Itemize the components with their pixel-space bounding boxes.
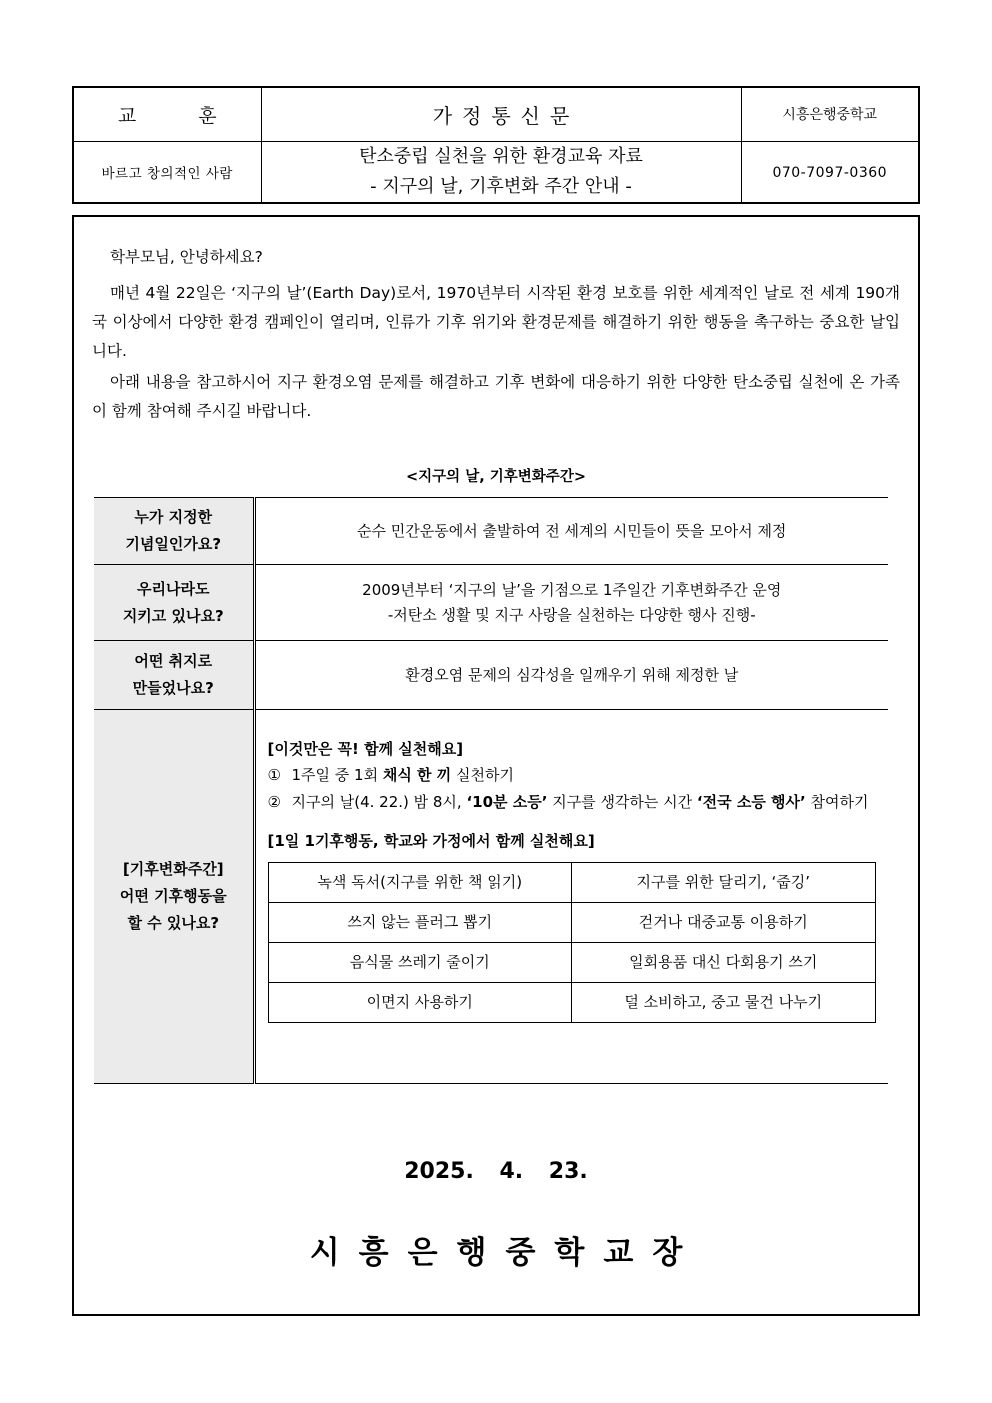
daily-action-grid (268, 862, 876, 1023)
principal-signature: 시흥은행중학교장 (309, 1235, 702, 1271)
question-cell (94, 710, 254, 1084)
doc-title: 가정통신문 (432, 103, 580, 128)
greeting: 학부모님, 안녕하세요? (110, 248, 263, 266)
answer-text: 환경오염 문제의 심각성을 일깨우기 위해 제정한 날 (405, 665, 739, 684)
motto-label: 교 훈 (117, 104, 245, 127)
answer-cell (254, 565, 888, 641)
question-cell (94, 641, 254, 710)
daily-action-heading: [1일 1기후행동, 학교와 가정에서 함께 실천해요] (267, 832, 595, 850)
grid-cell: 쓰지 않는 플러그 뽑기 (268, 903, 572, 943)
answer-text: 2009년부터 ‘지구의 날’을 기점으로 1주일간 기후변화주간 운영 (362, 580, 782, 599)
must-do-item-1 (268, 762, 889, 789)
grid-cell: 이면지 사용하기 (268, 983, 572, 1023)
header-table (72, 86, 920, 204)
item-number: ① (267, 766, 281, 784)
item-text: 1주일 중 1회 (291, 766, 383, 784)
item-emphasis: ‘10분 소등’ (466, 793, 548, 811)
grid-row (268, 863, 875, 903)
question-line: 만들었나요? (132, 679, 214, 697)
subject-line-1: 탄소중립 실천을 위한 환경교육 자료 (359, 145, 643, 167)
item-text: 참여하기 (805, 793, 869, 811)
grid-cell: 녹색 독서(지구를 위한 책 읽기) (268, 863, 572, 903)
grid-cell: 일회용품 대신 다회용기 쓰기 (572, 943, 876, 983)
school-motto: 바르고 창의적인 사람 (101, 165, 233, 182)
must-do-heading: [이것만은 꼭! 함께 실천해요] (267, 740, 464, 758)
table-row (94, 641, 888, 710)
table-row (94, 565, 888, 641)
question-line: 지키고 있나요? (122, 606, 224, 625)
climate-action-cell (254, 710, 888, 1084)
subject-line-2: - 지구의 날, 기후변화 주간 안내 - (370, 175, 632, 197)
issue-date: 2025. 4. 23. (404, 1159, 588, 1184)
item-text: 지구의 날(4. 22.) 밤 8시, (291, 793, 467, 811)
phone-cell (741, 141, 919, 203)
question-line: 어떤 기후행동을 (119, 887, 227, 905)
must-do-item-2 (268, 789, 889, 816)
answer-cell (254, 641, 888, 710)
grid-cell: 음식물 쓰레기 줄이기 (268, 943, 572, 983)
grid-cell: 걷거나 대중교통 이용하기 (572, 903, 876, 943)
question-cell (94, 498, 254, 565)
item-emphasis: ‘전국 소등 행사’ (696, 793, 806, 811)
grid-cell: 덜 소비하고, 중고 물건 나누기 (572, 983, 876, 1023)
answer-text: -저탄소 생활 및 지구 사랑을 실천하는 다양한 행사 진행- (387, 605, 756, 624)
question-line: [기후변화주간] (122, 860, 224, 878)
motto-cell (73, 141, 261, 203)
item-number: ② (267, 793, 281, 811)
paragraph-1: 매년 4월 22일은 ‘지구의 날’(Earth Day)로서, 1970년부터 시작된 환경 보호를 위한 세계적인 날로 전 세계 190개국 이상에서 다양한 환경 캠페인이 열리며, 인류가 기후 위기와 환경문제를 해결하기 위한 행동을 촉구하는 중요한 날입니다. (92, 284, 900, 360)
school-name-cell (741, 87, 919, 141)
question-line: 누가 지정한 (134, 508, 213, 526)
item-text: 지구를 생각하는 시간 (547, 793, 697, 811)
subject-cell (261, 141, 741, 203)
question-cell (94, 565, 254, 641)
answer-text: 순수 민간운동에서 출발하여 전 세계의 시민들이 뜻을 모아서 제정 (357, 521, 787, 540)
answer-cell (254, 498, 888, 565)
grid-cell: 지구를 위한 달리기, ‘줍깅’ (572, 863, 876, 903)
item-text: 실천하기 (451, 766, 514, 784)
grid-row (268, 943, 875, 983)
table-row (94, 498, 888, 565)
grid-row (268, 983, 875, 1023)
grid-row (268, 903, 875, 943)
letter-body (72, 215, 920, 1316)
question-line: 우리나라도 (137, 579, 210, 598)
question-line: 기념일인가요? (125, 535, 222, 553)
table-row (94, 710, 888, 1084)
question-line: 어떤 취지로 (134, 652, 213, 670)
school-name: 시흥은행중학교 (782, 107, 878, 124)
motto-label-cell (73, 87, 261, 141)
doc-title-cell (261, 87, 741, 141)
paragraph-2: 아래 내용을 참고하시어 지구 환경오염 문제를 해결하고 기후 변화에 대응하기 위한 다양한 탄소중립 실천에 온 가족이 함께 참여해 주시길 바랍니다. (92, 373, 900, 420)
question-line: 할 수 있나요? (127, 914, 220, 932)
info-table (94, 497, 888, 1084)
item-emphasis: 채식 한 끼 (382, 766, 452, 784)
phone-number: 070-7097-0360 (772, 165, 888, 182)
info-table-title: <지구의 날, 기후변화주간> (406, 469, 586, 485)
